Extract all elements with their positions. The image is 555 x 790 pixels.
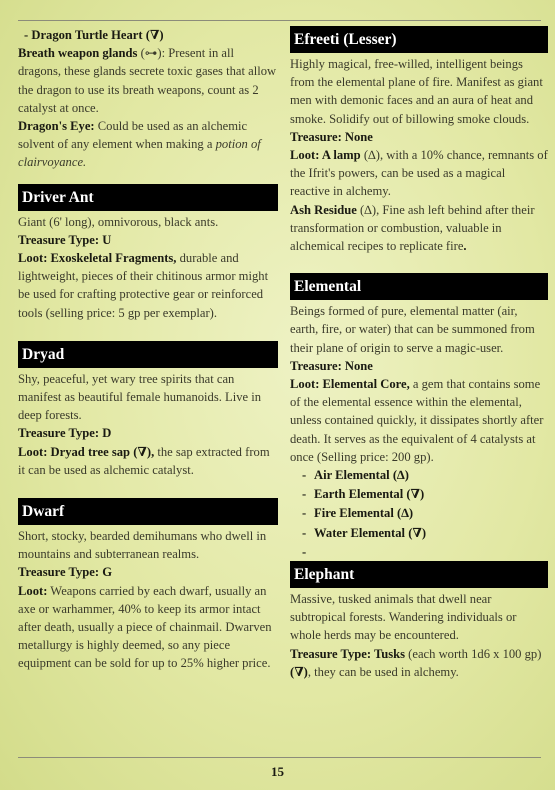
- page-number: 15: [271, 764, 284, 779]
- driver-ant-desc: Giant (6' long), omnivorous, black ants.: [18, 214, 219, 229]
- dwarf-treasure: Treasure Type: G: [18, 565, 112, 580]
- driver-ant-loot: Loot: Exoskeletal Fragments, durable and lightweight, pieces of their chitinous armor might be used for crafting protective gear or reinforced tools (selling price: 5 gp per exemplar).: [18, 251, 269, 320]
- elemental-desc: Beings formed of pure, elemental matter (air, earth, fire, or water) that can be summoned from their plane of origin to serve a magic-user.: [290, 304, 535, 355]
- elemental-trailing-dash: -: [302, 544, 307, 559]
- dryad-heading: Dryad: [18, 341, 278, 368]
- dryad-loot: Loot: Dryad tree sap (∇), the sap extracted from it can be used as alchemic catalyst.: [18, 444, 270, 477]
- elephant-heading: Elephant: [290, 561, 548, 588]
- efreeti-treasure: Treasure: None: [290, 129, 373, 144]
- breath-glands-paragraph: Breath weapon glands (⊶): Present in all dragons, these glands secrete toxic gases that allow the dragon to use its breath weapons, count as 2 catalyst at once.: [18, 46, 277, 115]
- elemental-list-item: - Air Elemental (∆): [302, 468, 409, 483]
- efreeti-desc: Highly magical, free-willed, intelligent beings from the elemental plane of fire. Manifest as giant men with demonic faces and an aura of heat and smoke. Solidify out of billowing smoke clouds.: [290, 57, 543, 126]
- glands-symbol: (⊶): [140, 46, 162, 61]
- elemental-treasure: Treasure: None: [290, 358, 373, 373]
- driver-ant-treasure: Treasure Type: U: [18, 232, 112, 247]
- left-column: [18, 26, 278, 673]
- breath-glands-label: Breath weapon glands: [18, 46, 138, 61]
- efreeti-heading: Efreeti (Lesser): [290, 26, 548, 53]
- elemental-list-item: - Fire Elemental (∆): [302, 506, 414, 521]
- elemental-loot: Loot: Elemental Core, a gem that contains some of the elemental essence within the elemental, unless contained quickly, it dissipates shortly after death. It serves as the equivalent of 4 catalysts at once (Selling price: 200 gp).: [290, 377, 544, 464]
- dragon-turtle-heart-item: - Dragon Turtle Heart (∇): [24, 28, 164, 42]
- dwarf-loot: Loot: Weapons carried by each dwarf, usually an axe or warhammer, 40% to keep its armor intact after death, usually a piece of chainmail. Dwarven metallurgy is highly deemed, so any piece equipment can be sold for up to 25% higher price.: [18, 583, 272, 671]
- elemental-list-item: - Water Elemental (∇): [302, 525, 427, 540]
- dwarf-desc: Short, stocky, bearded demihumans who dwell in mountains and subterranean realms.: [18, 529, 267, 562]
- efreeti-ash-residue: Ash Residue (∆), Fine ash left behind after their transformation or combustion, valuable in alchemical recipes to replicate fire.: [290, 202, 535, 254]
- elemental-heading: Elemental: [290, 273, 548, 300]
- elemental-list-item: - Earth Elemental (∇): [302, 487, 425, 502]
- efreeti-loot: Loot: A lamp (∆), with a 10% chance, remnants of the Ifrit's powers, can be used as a magical reactive in alchemy.: [290, 148, 548, 199]
- dragons-eye-paragraph: Dragon's Eye: Could be used as an alchemic solvent of any element when making a potion of clairvoyance.: [18, 119, 261, 170]
- elephant-treasure: Treasure Type: Tusks (each worth 1d6 x 100 gp) (∇), they can be used in alchemy.: [290, 646, 542, 679]
- top-rule: [18, 20, 541, 21]
- right-column: [290, 26, 548, 681]
- bottom-rule: [18, 757, 541, 758]
- elephant-desc: Massive, tusked animals that dwell near subtropical forests. Wandering individuals or whole herds may be encountered.: [290, 592, 517, 643]
- dwarf-heading: Dwarf: [18, 498, 278, 525]
- dryad-desc: Shy, peaceful, yet wary tree spirits that can manifest as beautiful female humanoids. Live in deep forests.: [18, 371, 262, 423]
- dryad-treasure: Treasure Type: D: [18, 426, 112, 441]
- driver-ant-heading: Driver Ant: [18, 184, 278, 211]
